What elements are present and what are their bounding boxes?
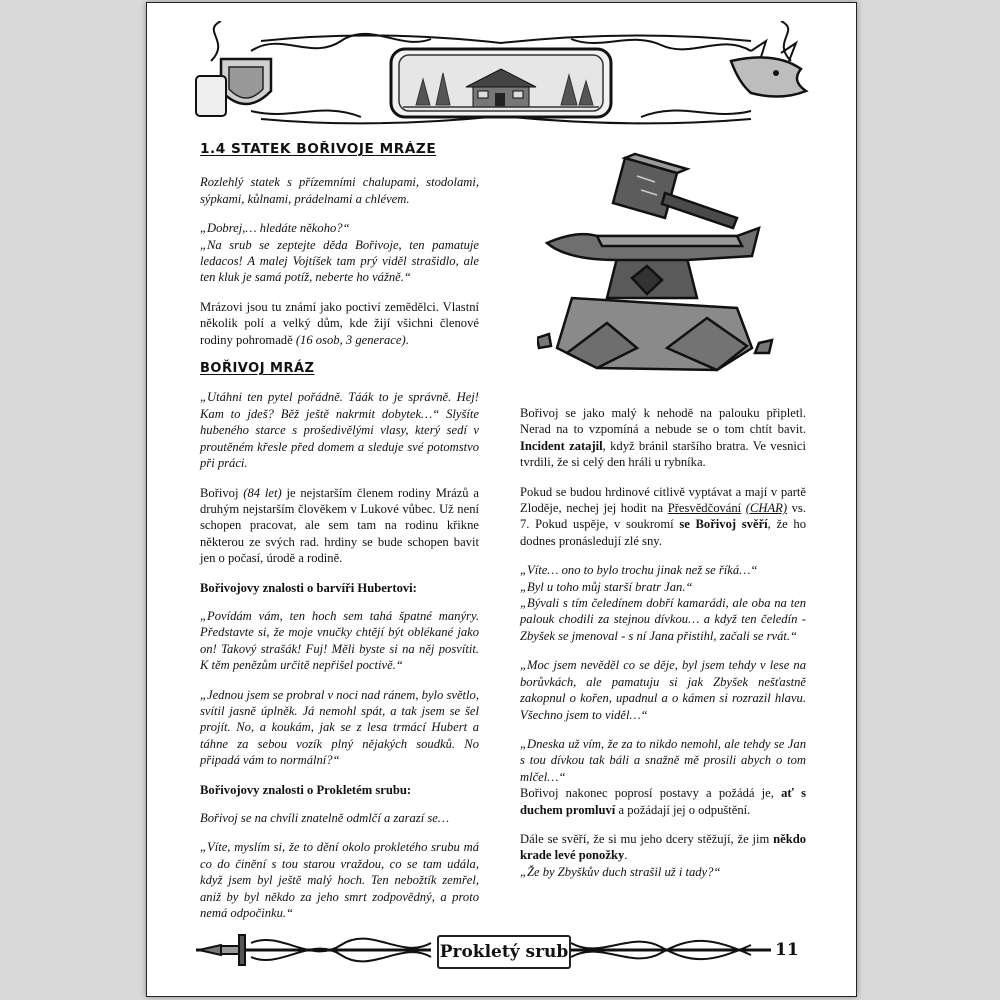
header-ornament <box>191 21 811 131</box>
confession-bold: se Bořivoj svěří <box>679 517 768 532</box>
ghost-quote: „Že by Zbyškův duch strašil už i tady?“ <box>520 864 721 879</box>
forgiveness-paragraph <box>520 785 806 818</box>
confession-quote-2: „Byl u toho můj starší bratr Jan.“ <box>520 579 693 594</box>
borivoj-description <box>200 485 479 567</box>
sword-hilt-icon <box>199 935 245 965</box>
socks-text-end: . <box>624 848 628 863</box>
forgiveness-bold: ať s duchem promluví <box>520 786 806 817</box>
borivoj-age: (84 let) <box>243 485 282 500</box>
persuasion-text: Pokud se budou hrdinové citlivě vyptávat a mají v partě Zloděje, nechej jej hodit na <box>520 484 806 516</box>
confession-quotes <box>520 562 806 644</box>
subsection-heading: BOŘIVOJ MRÁZ <box>200 361 315 377</box>
villager-dialog-line-2: „Na srub se zeptejte děda Bořivoje, ten pamatuje ledacos! A malej Vojtíšek tam prý viděl strašidlo, ale ten kluk je samá potíž, neberte ho vážně.“ <box>200 237 479 285</box>
forgiveness-text: Bořivoj nakonec poprosí postavy a požádá je, <box>520 786 774 801</box>
srub-quote: „Víte, myslím si, že to dění okolo prokletého srubu má co do činění s tou starou vraždou, co se tam udála, když jsem byl ještě malý hoch. Ten nebožtík zemřel, aniž by byl někdo za jeho smrt zodpovědný, a proto nemá odpočinku.“ <box>200 840 479 921</box>
incident-text: Bořivoj se jako malý k nehodě na palouku připletl. Nerad na to vzpomíná a nebude se o tom chtít bavit. <box>520 406 806 437</box>
dragon-head-icon <box>731 41 806 97</box>
confession-quote-1: „Víte… ono to bylo trochu jinak než se říká…“ <box>520 563 758 578</box>
socks-text: Dále se svěří, že si mu jeho dcery stěžují, že jim <box>520 831 770 846</box>
confession-quote-4: „Moc jsem nevěděl co se děje, byl jsem tehdy v lese na borůvkách, ale pamatuju si jak Zbyšek nešťastně zakopnul o kořen, upadnul a o kámen si rozrazil hlavu. Všechno jsem to viděl…“ <box>520 658 806 722</box>
borivoj-desc-text: je nejstarším členem rodiny Mrázů a druhým nejstarším člověkem v Lukové vůbec. Už není schopen pracovat, ale sem tam na rodinu křikne některou ze svých rad. hrdiny se bude schopen bavit jen o počasí, úrodě a rodině. <box>200 485 479 566</box>
anvil-hammer-illustration <box>537 148 777 378</box>
family-end: . <box>405 332 409 347</box>
family-text: Mrázovi jsou tu známí jako poctiví zemědělci. Vlastní několik polí a velký dům, kde žijí všichni členové rodiny pohromadě <box>200 299 479 347</box>
persuasion-text-mid: vs. 7. Pokud uspěje, v soukromí <box>520 501 806 532</box>
hubert-quote-2: „Jednou jsem se probral v noci nad ránem, bylo světlo, svítil jasně úplněk. Já nemohl spát, a tak jsem se šel projít. No, a koukám, jak se z lesa trmácí Hubert a táhne za sebou vozík plný nějakých soudků. No připadá vám to normální?“ <box>200 687 479 768</box>
srub-intro: Bořivoj se na chvíli znatelně odmlčí a zarazí se… <box>200 811 450 825</box>
persuasion-text-end: , že ho dodnes pronásledují zlé sny. <box>520 517 806 548</box>
right-column <box>520 405 806 893</box>
skill-name: Přesvědčování <box>667 501 742 516</box>
hubert-quote-1: „Povídám vám, ten hoch sem tahá špatné manýry. Představte si, že moje vnučky chtějí být oblékané jako on! Takový strašák! Fuj! Měli byste si na něj posvítit. K těm penězům určitě nepřišel poctivě.“ <box>200 608 479 673</box>
confession-quote-5: „Dneska už vím, že za to nikdo nemohl, ale tehdy se Jan s tou dívkou tak báli a snažně mě prosili abych o tom mlčel…“ <box>520 736 806 784</box>
shield-icon <box>196 59 271 116</box>
incident-bold: Incident zatajil <box>520 438 603 453</box>
hubert-knowledge-heading: Bořivojovy znalosti o barvíři Hubertovi: <box>200 580 417 595</box>
chapter-title-footer: Prokletý srub <box>437 935 571 969</box>
skill-attribute: (CHAR) <box>745 501 788 516</box>
family-note: (16 osob, 3 generace) <box>295 332 406 347</box>
book-page <box>146 2 857 997</box>
socks-bold: někdo krade levé ponožky <box>520 831 806 863</box>
confession-quote-3: „Bývali s tím čeledínem dobří kamarádi, ale oba na ten palouk chodili za stejnou dívkou… a když ten čeledín - Zbyšek se jmenoval - s ní Jana přistihl, začali se rvát.“ <box>520 596 806 643</box>
borivoj-name: Bořivoj <box>200 485 239 500</box>
family-paragraph <box>200 299 479 348</box>
incident-text-end: , když bránil staršího bratra. Ve vesnici tvrdili, že si celý den hráli u rybníka. <box>520 438 806 470</box>
incident-paragraph <box>520 405 806 471</box>
section-heading: 1.4 STATEK BOŘIVOJE MRÁZE <box>200 142 437 157</box>
forgiveness-text-end: a požádají jej o odpuštění. <box>618 802 751 817</box>
socks-paragraph <box>520 831 806 864</box>
persuasion-paragraph <box>520 484 806 550</box>
page-number: 11 <box>775 940 799 960</box>
borivoj-intro-quote: „Utáhni ten pytel pořádně. Táák to je správně. Hej! Kam to jdeš? Běž ještě nakrmit dobytek…“ Slyšíte hubeného starce s prošedivělými vlasy, který sedí v proutěném křesle před domem a sleduje své potomstvo při práci. <box>200 390 479 471</box>
villager-dialog-line-1: „Dobrej,… hledáte někoho?“ <box>200 221 350 236</box>
left-column <box>200 142 479 934</box>
intro-paragraph: Rozlehlý statek s přízemními chalupami, stodolami, sýpkami, kůlnami, prádelnami a chlévem. <box>200 175 479 206</box>
srub-knowledge-heading: Bořivojovy znalosti o Prokletém srubu: <box>200 782 412 797</box>
